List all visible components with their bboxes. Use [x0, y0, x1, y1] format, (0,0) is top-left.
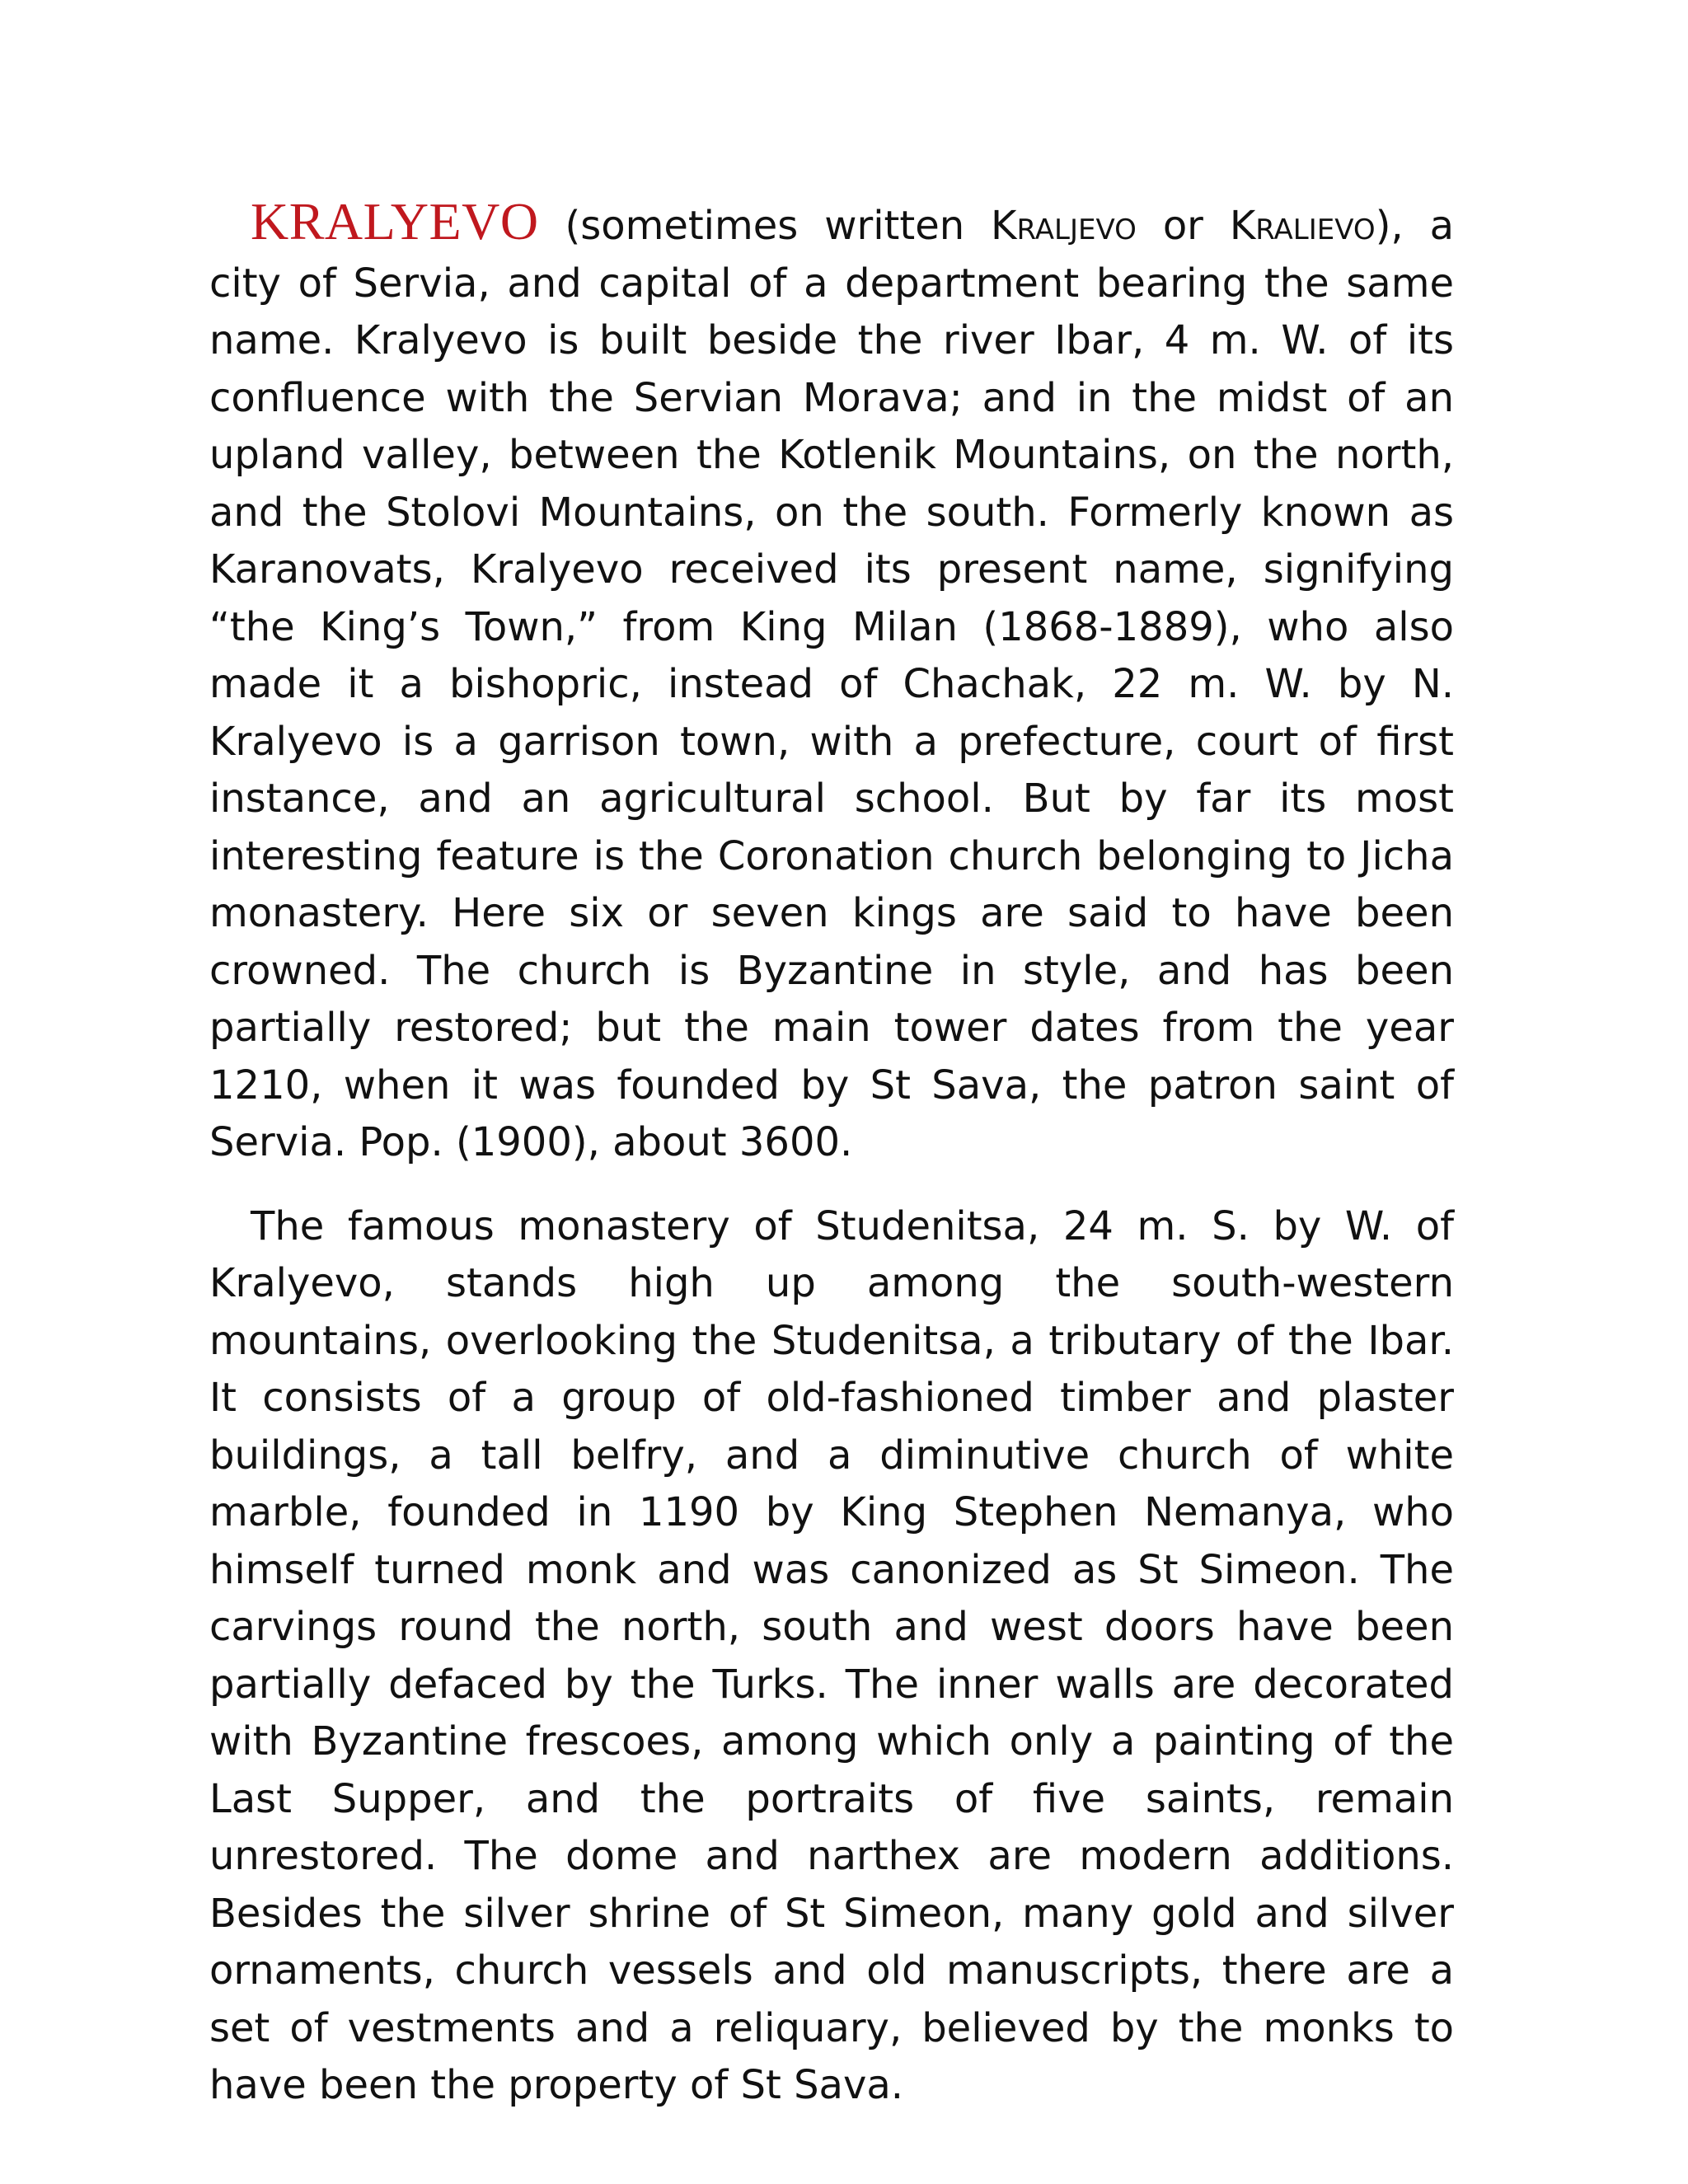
- paragraph-2: The famous monastery of Studenitsa, 24 m. S. by W. of Kralyevo, stands high up among the south-western mountains, overlooking the Studenitsa, a tributary of the Ibar. It consists of a group of old-fashioned timber and plaster buildings, a tall belfry, and a diminutive church of white marble, founded in 1190 by King Stephen Nemanya, who himself turned monk and was canonized as St Simeon. The carvings round the north, south and west doors have been partially defaced by the Turks. The inner walls are decorated with Byzantine frescoes, among which only a painting of the Last Supper, and the portraits of five saints, remain unrestored. The dome and narthex are modern additions. Besides the silver shrine of St Simeon, many gold and silver ornaments, church vessels and old manuscripts, there are a set of vestments and a reliquary, believed by the monks to have been the property of St Sava.: [209, 1202, 1454, 2108]
- variant-spelling-1: Kraljevo: [991, 203, 1137, 249]
- intro-text: (sometimes written: [538, 203, 992, 249]
- paragraph-1-body: ), a city of Servia, and capital of a department bearing the same name. Kralyevo is built beside the river Ibar, 4 m. W. of its confluence with the Servian Morava; and in the midst of an upland valley, between the Kotlenik Mountains, on the north, and the Stolovi Mountains, on the south. Formerly known as Karanovats, Kralyevo received its present name, signifying “the King’s Town,” from King Milan (1868-1889), who also made it a bishopric, instead of Chachak, 22 m. W. by N. Kralyevo is a garrison town, with a prefecture, court of first instance, and an agricultural school. But by far its most interesting feature is the Coronation church belonging to Jicha monastery. Here six or seven kings are said to have been crowned. The church is Byzantine in style, and has been partially restored; but the main tower dates from the year 1210, when it was founded by St Sava, the patron saint of Servia. Pop. (1900), about 3600.: [209, 203, 1454, 1165]
- article: [209, 193, 1454, 2141]
- paragraph-1: [209, 193, 1454, 1172]
- or-text: or: [1136, 203, 1230, 249]
- variant-spelling-2: Kralievo: [1229, 203, 1376, 249]
- headword: KRALYEVO: [251, 192, 539, 251]
